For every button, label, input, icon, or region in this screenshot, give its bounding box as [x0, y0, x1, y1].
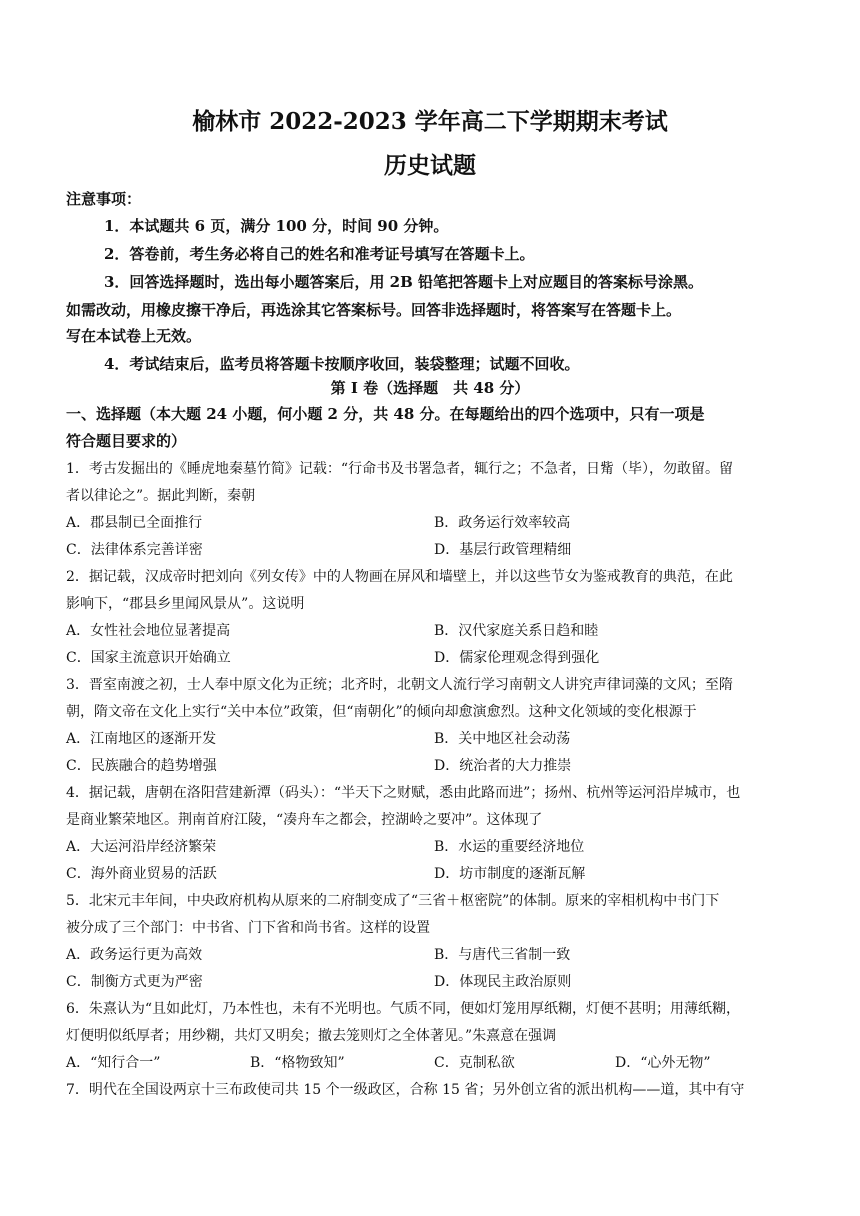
option-c: C．民族融合的趋势增强: [66, 758, 217, 774]
section-instruction: 符合题目要求的）: [66, 432, 187, 450]
notice-item: 1．本试题共 6 页，满分 100 分，时间 90 分钟。: [104, 217, 449, 235]
option-d: D．儒家伦理观念得到强化: [434, 650, 600, 666]
option-d: D．坊市制度的逐渐瓦解: [434, 866, 586, 882]
question-stem: 被分成了三个部门：中书省、门下省和尚书省。这样的设置: [66, 920, 430, 936]
notice-item: 写在本试卷上无效。: [66, 327, 202, 345]
option-a: A．郡县制已全面推行: [66, 515, 203, 531]
question-stem: 2．据记载，汉成帝时把刘向《列女传》中的人物画在屏风和墙壁上，并以这些节女为鉴戒教育的典范，在此: [66, 569, 733, 585]
option-d: D．基层行政管理精细: [434, 542, 572, 558]
notice-item: 4．考试结束后，监考员将答题卡按顺序收回，装袋整理；试题不回收。: [104, 355, 580, 373]
question-stem: 者以律论之”。据此判断，秦朝: [66, 488, 256, 504]
notice-item: 2．答卷前，考生务必将自己的姓名和准考证号填写在答题卡上。: [104, 245, 535, 263]
question-stem: 4．据记载，唐朝在洛阳营建新潭（码头）：“半天下之财赋，悉由此路而进”；扬州、杭州等运河沿岸城市，也: [66, 785, 741, 801]
notice-heading: 注意事项：: [66, 190, 142, 208]
option-c: C．国家主流意识开始确立: [66, 650, 231, 666]
option-c: C．制衡方式更为严密: [66, 974, 203, 990]
page-title: 榆林市 2022-2023 学年高二下学期期末考试: [192, 108, 668, 135]
option-b: B．水运的重要经济地位: [434, 839, 585, 855]
option-a: A．“知行合一”: [66, 1055, 161, 1071]
option-a: A．政务运行更为高效: [66, 947, 203, 963]
question-stem: 6．朱熹认为“且如此灯，乃本性也，未有不光明也。气质不同，便如灯笼用厚纸糊，灯便不甚明；用薄纸糊，: [66, 1001, 741, 1017]
option-a: A．大运河沿岸经济繁荣: [66, 839, 217, 855]
option-d: D．体现民主政治原则: [434, 974, 572, 990]
notice-item: 3．回答选择题时，选出每小题答案后，用 2B 铅笔把答题卡上对应题目的答案标号涂黑。: [104, 273, 704, 291]
option-a: A．江南地区的逐渐开发: [66, 731, 217, 747]
question-stem: 5．北宋元丰年间，中央政府机构从原来的二府制变成了“三省＋枢密院”的体制。原来的宰相机构中书门下: [66, 893, 720, 909]
question-stem: 影响下，“郡县乡里闻风景从”。这说明: [66, 596, 305, 612]
option-c: C．海外商业贸易的活跃: [66, 866, 217, 882]
option-a: A．女性社会地位显著提高: [66, 623, 231, 639]
option-b: B．“格物致知”: [250, 1055, 345, 1071]
question-stem: 是商业繁荣地区。荆南首府江陵，“凑舟车之都会，控湖岭之要冲”。这体现了: [66, 812, 543, 828]
notice-item: 如需改动，用橡皮擦干净后，再选涂其它答案标号。回答非选择题时，将答案写在答题卡上。: [66, 301, 682, 319]
question-stem: 7．明代在全国设两京十三布政使司共 15 个一级政区，合称 15 省；另外创立省的派出机构——道，其中有守: [66, 1082, 745, 1098]
question-stem: 朝，隋文帝在文化上实行“关中本位”政策，但“南朝化”的倾向却愈演愈烈。这种文化领域的变化根源于: [66, 704, 697, 720]
question-stem: 3．晋室南渡之初，士人奉中原文化为正统；北齐时，北朝文人流行学习南朝文人讲究声律词藻的文风；至隋: [66, 677, 733, 693]
question-stem: 1．考古发掘出的《睡虎地秦墓竹简》记载：“行命书及书署急者，辄行之；不急者，日觜（毕），勿敢留。留: [66, 461, 734, 477]
option-b: B．政务运行效率较高: [434, 515, 571, 531]
option-c: C．法律体系完善详密: [66, 542, 203, 558]
section-instruction: 一、选择题（本大题 24 小题，何小题 2 分，共 48 分。在每题给出的四个选项中，只有一项是: [66, 405, 705, 423]
option-b: B．汉代家庭关系日趋和睦: [434, 623, 599, 639]
section-title: 第 I 卷（选择题 共 48 分）: [330, 379, 530, 397]
option-d: D．“心外无物”: [615, 1055, 711, 1071]
question-stem: 灯便明似纸厚者；用纱糊，共灯又明矣；撤去笼则灯之全体著见。”朱熹意在强调: [66, 1028, 557, 1044]
option-b: B．关中地区社会动荡: [434, 731, 571, 747]
option-b: B．与唐代三省制一致: [434, 947, 571, 963]
page-subtitle: 历史试题: [384, 152, 476, 179]
option-c: C．克制私欲: [434, 1055, 515, 1071]
option-d: D．统治者的大力推崇: [434, 758, 572, 774]
